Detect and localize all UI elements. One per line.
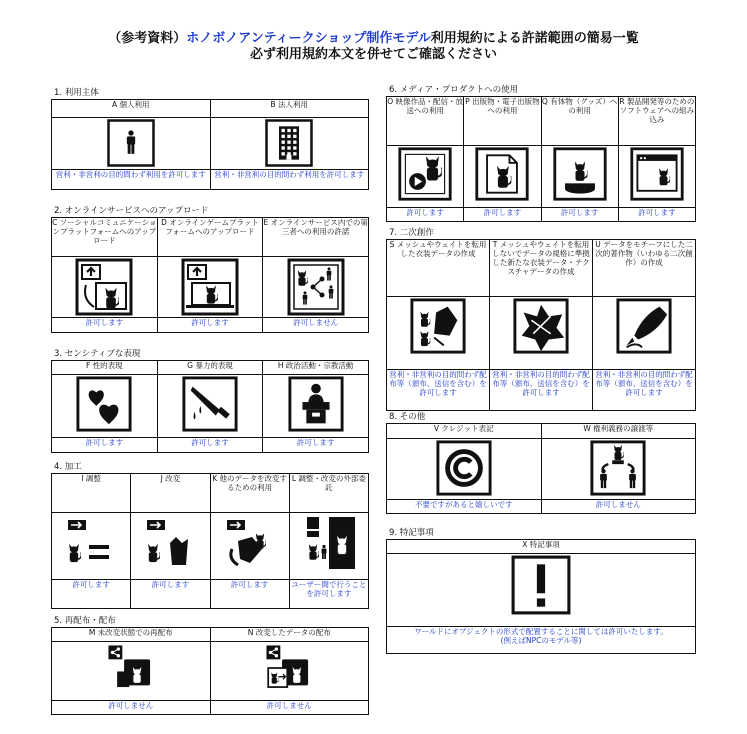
- hearts-icon: [75, 375, 133, 433]
- item-icon-cell: [618, 146, 695, 208]
- item-permission-text: 許可しません: [108, 701, 154, 710]
- item-label: V クレジット表記: [387, 424, 542, 439]
- item-permission: [131, 580, 210, 609]
- item-permission: [387, 500, 542, 514]
- item-permission: [210, 580, 289, 609]
- item-permission-text: 営利・非営利の目的問わず配布等（頒布、送信を含む）を許可します: [492, 370, 590, 397]
- section-title: 4. 加工: [54, 462, 82, 472]
- outsource-icon: [299, 513, 359, 573]
- item-permission-text: 許可しません: [595, 500, 641, 509]
- section-title: 5. 再配布・配布: [54, 616, 116, 626]
- item-label: L 調整・改変の外部委託: [289, 474, 368, 513]
- item-permission-text: 営利・非営利の目的問わず利用を許可します: [55, 170, 206, 179]
- item-permission: [52, 438, 158, 453]
- item-icon-cell: [263, 257, 369, 318]
- item-icon-cell: [52, 642, 211, 701]
- section-s8: [386, 412, 696, 514]
- new-costume-icon: [512, 297, 570, 355]
- item-icon-cell: [541, 146, 618, 208]
- item-permission-text: 許可します: [638, 208, 676, 217]
- item-label: O 映像作品・配信・放送への利用: [387, 97, 464, 146]
- item-label: C ソーシャルコミュニケーションプラットフォームへのアップロード: [52, 218, 158, 257]
- item-permission-text: 許可します: [85, 438, 124, 447]
- item-permission-text: 営利・非営利の目的問わず配布等（頒布、送信を含む）を許可します: [389, 370, 487, 397]
- section-s2: [51, 206, 369, 333]
- item-icon-cell: [387, 554, 696, 627]
- item-icon-cell: [131, 513, 210, 580]
- item-permission-text: ユーザー間で行うことを許可します: [291, 580, 367, 598]
- item-permission: [263, 438, 369, 453]
- item-permission-text: 許可します: [151, 580, 190, 589]
- upload-game-icon: [180, 257, 240, 317]
- item-icon-cell: [541, 439, 696, 500]
- section-s6: [386, 85, 696, 222]
- share-third-party-icon: [286, 257, 346, 317]
- item-permission: [157, 318, 263, 333]
- section-title: 7. 二次創作: [389, 228, 434, 238]
- item-label: N 改変したデータの配布: [210, 628, 369, 642]
- item-permission: [464, 208, 541, 222]
- item-icon-cell: [464, 146, 541, 208]
- person-icon: [106, 118, 156, 168]
- item-icon-cell: [289, 513, 368, 580]
- section-title: 1. 利用主体: [54, 88, 99, 98]
- item-icon-cell: [52, 513, 131, 580]
- item-icon-cell: [210, 513, 289, 580]
- item-label: Q 有体物（グッズ）への利用: [541, 97, 618, 146]
- item-permission-text: 許可しません: [293, 318, 339, 327]
- item-icon-cell: [387, 297, 490, 370]
- section-title: 9. 特記事項: [389, 528, 434, 538]
- section-s5: [51, 616, 369, 715]
- item-label: A 個人利用: [52, 100, 211, 118]
- item-permission-text: 許可します: [72, 580, 110, 589]
- item-label: R 製品開発等のためのソフトウェアへの組み込み: [618, 97, 695, 146]
- goods-icon: [552, 146, 608, 202]
- item-icon-cell: [157, 257, 263, 318]
- item-label: J 改変: [131, 474, 210, 513]
- section-title: 2. オンラインサービスへのアップロード: [54, 206, 209, 216]
- distribute-modified-icon: [263, 642, 315, 694]
- title-model: ホノボノアンティークショップ制作モデル: [186, 31, 431, 46]
- item-permission-text: 不要ですがあると嬉しいです: [415, 500, 513, 509]
- item-icon-cell: [210, 118, 369, 170]
- item-label: T メッシュやウェイトを転用しないでデータの規格に準拠した新たな衣装データ・テクスチャデータの作成: [490, 240, 593, 297]
- mesh-reuse-icon: [409, 297, 467, 355]
- item-icon-cell: [157, 375, 263, 438]
- modify-other-icon: [220, 513, 280, 573]
- fan-art-icon: [615, 297, 673, 355]
- item-icon-cell: [387, 439, 542, 500]
- podium-icon: [287, 375, 345, 433]
- item-permission: [289, 580, 368, 609]
- section-s9: [386, 528, 696, 654]
- item-permission-note: (例えばNPCのモデル等): [500, 636, 582, 645]
- item-permission: [541, 208, 618, 222]
- title-suffix: 利用規約による許諾範囲の簡易一覧: [430, 31, 639, 46]
- section-title: 3. センシティブな表現: [54, 349, 141, 359]
- item-permission: [618, 208, 695, 222]
- section-title: 8. その他: [389, 412, 426, 422]
- item-permission-text: 許可します: [560, 208, 599, 217]
- item-icon-cell: [52, 375, 158, 438]
- section-s4: [51, 462, 369, 609]
- transfer-rights-icon: [589, 439, 647, 497]
- item-permission: [387, 208, 464, 222]
- item-label: S メッシュやウェイトを転用した衣装データの作成: [387, 240, 490, 297]
- item-icon-cell: [52, 118, 211, 170]
- item-label: H 政治活動・宗教活動: [263, 361, 369, 375]
- item-icon-cell: [210, 642, 369, 701]
- item-permission: [52, 170, 211, 190]
- item-permission: [52, 701, 211, 715]
- item-label: E オンラインサービス内での第三者への利用の許諾: [263, 218, 369, 257]
- item-permission-text: 許可します: [230, 580, 269, 589]
- page-title: [0, 31, 747, 47]
- item-permission-text: 許可しません: [266, 701, 312, 710]
- building-icon: [264, 118, 314, 168]
- item-icon-cell: [263, 375, 369, 438]
- item-label: P 出版物・電子出版物への利用: [464, 97, 541, 146]
- item-icon-cell: [52, 257, 158, 318]
- item-permission-text: 許可します: [85, 318, 124, 327]
- page-subtitle: 必ず利用規約本文を併せてご確認ください: [249, 47, 497, 62]
- item-label: W 権利義務の譲渡等: [541, 424, 696, 439]
- item-label: F 性的表現: [52, 361, 158, 375]
- item-permission-text: 許可します: [406, 208, 444, 217]
- adjust-icon: [61, 513, 121, 573]
- item-permission: [52, 318, 158, 333]
- section-s1: [51, 88, 369, 190]
- item-icon-cell: [593, 297, 696, 370]
- section-title: 6. メディア・プロダクトへの使用: [389, 85, 519, 95]
- publication-icon: [474, 146, 530, 202]
- knife-icon: [181, 375, 239, 433]
- item-permission: [387, 370, 490, 411]
- title-prefix: （参考資料）: [108, 31, 187, 46]
- item-label: D オンラインゲームプラットフォームへのアップロード: [157, 218, 263, 257]
- item-permission-text: 許可します: [191, 438, 229, 447]
- item-permission: [210, 170, 369, 190]
- software-icon: [629, 146, 685, 202]
- item-label: I 調整: [52, 474, 131, 513]
- section-s3: [51, 349, 369, 453]
- item-permission-text: 営利・非営利の目的問わず利用を許可します: [214, 170, 365, 179]
- item-permission: [593, 370, 696, 411]
- video-icon: [397, 146, 453, 202]
- item-icon-cell: [387, 146, 464, 208]
- section-s7: [386, 228, 696, 411]
- modify-icon: [140, 513, 200, 573]
- redistribute-icon: [105, 642, 157, 694]
- item-permission: [263, 318, 369, 333]
- item-icon-cell: [490, 297, 593, 370]
- item-permission-text: 営利・非営利の目的問わず配布等（頒布、送信を含む）を許可します: [595, 370, 693, 397]
- item-permission: [541, 500, 696, 514]
- item-label: G 暴力的表現: [157, 361, 263, 375]
- item-label: K 他のデータを改変するための利用: [210, 474, 289, 513]
- item-permission: [52, 580, 131, 609]
- upload-social-icon: [74, 257, 134, 317]
- item-label: B 法人利用: [210, 100, 369, 118]
- item-permission-text: 許可します: [191, 318, 229, 327]
- item-permission-text: ワールドにオブジェクトの形式で配置することに関しては許可いたします。: [414, 627, 668, 636]
- item-permission: [387, 627, 696, 654]
- item-label: X 特記事項: [387, 540, 696, 554]
- item-label: U データをモチーフにした二次的著作物（いわゆる二次創作）の作成: [593, 240, 696, 297]
- copyright-icon: [435, 439, 493, 497]
- exclamation-icon: [510, 554, 572, 616]
- item-permission-text: 許可します: [483, 208, 522, 217]
- item-permission: [210, 701, 369, 715]
- item-permission: [490, 370, 593, 411]
- item-label: M 未改変状態での再配布: [52, 628, 211, 642]
- item-permission: [157, 438, 263, 453]
- item-permission-text: 許可します: [296, 438, 335, 447]
